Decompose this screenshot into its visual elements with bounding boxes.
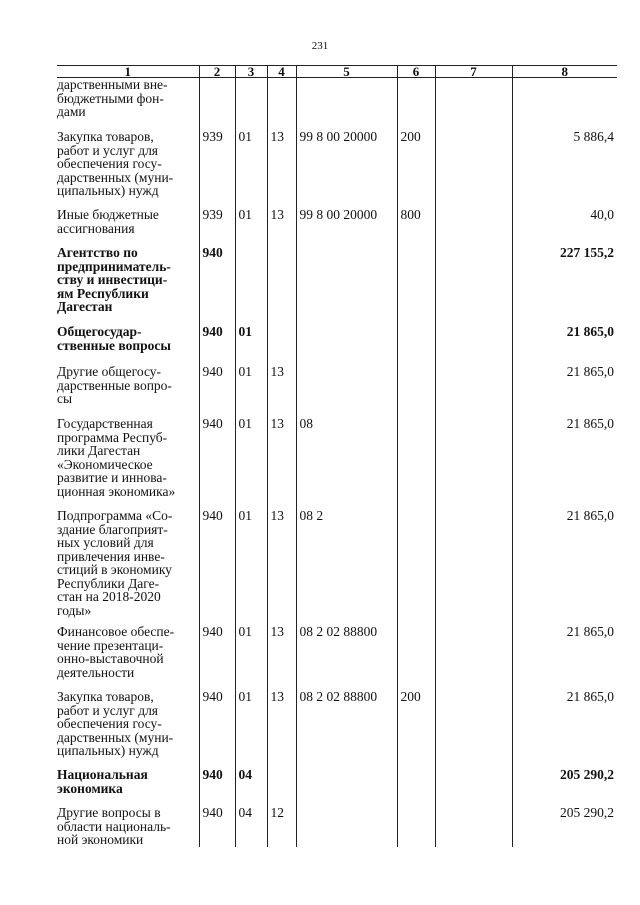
subsection-code: 13 — [267, 509, 296, 625]
table-header-row — [57, 66, 617, 78]
amount: 205 290,2 — [512, 806, 617, 847]
budget-table — [57, 65, 617, 847]
table-row — [57, 690, 617, 768]
table-row — [57, 325, 617, 365]
section-code: 01 — [235, 325, 267, 365]
table-row — [57, 509, 617, 625]
table-row — [57, 365, 617, 417]
section-code: 01 — [235, 509, 267, 625]
table-row — [57, 78, 617, 131]
column-7-value — [435, 365, 512, 417]
ministry-code — [199, 78, 235, 131]
amount: 21 865,0 — [512, 625, 617, 690]
row-description-text: Закупка товаров, работ и услуг для обеспечения госу- дарственных (муни- ципальных) нужд — [57, 129, 174, 198]
column-7-value — [435, 417, 512, 509]
section-code: 04 — [235, 806, 267, 847]
column-7-value — [435, 509, 512, 625]
amount: 21 865,0 — [512, 365, 617, 417]
subsection-code: 13 — [267, 365, 296, 417]
expense-type-code: 200 — [397, 130, 435, 208]
row-description — [57, 690, 199, 768]
column-header: 8 — [512, 66, 617, 78]
ministry-code: 939 — [199, 208, 235, 246]
row-description-text: Финансовое обеспе- чение презентаци- онно-выставочной деятельности — [57, 624, 175, 680]
column-7-value — [435, 246, 512, 325]
row-description-text: Закупка товаров, работ и услуг для обеспечения госу- дарственных (муни- ципальных) нужд — [57, 689, 174, 758]
column-header: 6 — [397, 66, 435, 78]
target-article-code: 99 8 00 20000 — [296, 130, 397, 208]
target-article-code: 08 — [296, 417, 397, 509]
page-number: 231 — [311, 40, 329, 52]
row-description — [57, 246, 199, 325]
target-article-code — [296, 78, 397, 131]
row-description — [57, 806, 199, 847]
section-code: 01 — [235, 417, 267, 509]
row-description — [57, 625, 199, 690]
section-code: 01 — [235, 625, 267, 690]
column-7-value — [435, 806, 512, 847]
row-description — [57, 325, 199, 365]
ministry-code: 940 — [199, 246, 235, 325]
target-article-code — [296, 325, 397, 365]
row-description — [57, 417, 199, 509]
expense-type-code — [397, 806, 435, 847]
row-description — [57, 509, 199, 625]
table-row — [57, 806, 617, 847]
expense-type-code: 200 — [397, 690, 435, 768]
row-description — [57, 78, 199, 131]
amount: 227 155,2 — [512, 246, 617, 325]
column-header: 4 — [267, 66, 296, 78]
amount: 205 290,2 — [512, 768, 617, 806]
column-7-value — [435, 78, 512, 131]
table-row — [57, 208, 617, 246]
table-row — [57, 625, 617, 690]
row-description-text: Государственная программа Респуб- лики Дагестан «Экономическое развитие и иннова- ционная экономика» — [57, 416, 176, 499]
row-description — [57, 365, 199, 417]
ministry-code: 940 — [199, 325, 235, 365]
row-description-text: Другие общегосу- дарственные вопро- сы — [57, 364, 172, 406]
ministry-code: 939 — [199, 130, 235, 208]
expense-type-code — [397, 246, 435, 325]
section-code: 01 — [235, 130, 267, 208]
section-code — [235, 246, 267, 325]
column-header: 3 — [235, 66, 267, 78]
amount: 21 865,0 — [512, 325, 617, 365]
amount: 21 865,0 — [512, 417, 617, 509]
table-row — [57, 246, 617, 325]
expense-type-code — [397, 768, 435, 806]
row-description-text: Национальная экономика — [57, 767, 148, 796]
row-description — [57, 208, 199, 246]
expense-type-code: 800 — [397, 208, 435, 246]
expense-type-code — [397, 78, 435, 131]
column-7-value — [435, 768, 512, 806]
expense-type-code — [397, 365, 435, 417]
row-description-text: Подпрограмма «Со- здание благоприят- ных условий для привлечения инве- стиций в экономику Республики Даге- стан на 2018-2020 годы» — [57, 508, 173, 618]
row-description — [57, 130, 199, 208]
section-code — [235, 78, 267, 131]
ministry-code: 940 — [199, 768, 235, 806]
row-description-text: дарственными вне- бюджетными фон- дами — [57, 77, 168, 119]
target-article-code — [296, 246, 397, 325]
section-code: 01 — [235, 208, 267, 246]
amount: 21 865,0 — [512, 509, 617, 625]
target-article-code — [296, 365, 397, 417]
row-description-text: Другие вопросы в области националь- ной экономики — [57, 805, 171, 847]
expense-type-code — [397, 417, 435, 509]
subsection-code: 12 — [267, 806, 296, 847]
amount: 21 865,0 — [512, 690, 617, 768]
expense-type-code — [397, 625, 435, 690]
expense-type-code — [397, 509, 435, 625]
subsection-code — [267, 246, 296, 325]
column-7-value — [435, 208, 512, 246]
table-row — [57, 130, 617, 208]
row-description-text: Иные бюджетные ассигнования — [57, 207, 159, 236]
row-description-text: Общегосудар- ственные вопросы — [57, 324, 171, 353]
column-header: 2 — [199, 66, 235, 78]
target-article-code: 08 2 02 88800 — [296, 625, 397, 690]
ministry-code: 940 — [199, 365, 235, 417]
target-article-code: 99 8 00 20000 — [296, 208, 397, 246]
amount: 40,0 — [512, 208, 617, 246]
subsection-code: 13 — [267, 417, 296, 509]
table-row — [57, 768, 617, 806]
row-description — [57, 768, 199, 806]
amount: 5 886,4 — [512, 130, 617, 208]
subsection-code — [267, 768, 296, 806]
column-7-value — [435, 690, 512, 768]
subsection-code — [267, 325, 296, 365]
section-code: 01 — [235, 690, 267, 768]
column-7-value — [435, 625, 512, 690]
subsection-code — [267, 78, 296, 131]
column-header: 7 — [435, 66, 512, 78]
subsection-code: 13 — [267, 208, 296, 246]
ministry-code: 940 — [199, 509, 235, 625]
subsection-code: 13 — [267, 130, 296, 208]
subsection-code: 13 — [267, 690, 296, 768]
target-article-code: 08 2 02 88800 — [296, 690, 397, 768]
ministry-code: 940 — [199, 625, 235, 690]
row-description-text: Агентство по предприниматель- ству и инвестици- ям Республики Дагестан — [57, 245, 171, 314]
column-7-value — [435, 130, 512, 208]
table-row — [57, 417, 617, 509]
expense-type-code — [397, 325, 435, 365]
column-header: 1 — [57, 66, 199, 78]
amount — [512, 78, 617, 131]
target-article-code — [296, 768, 397, 806]
budget-table-container — [57, 65, 617, 847]
ministry-code: 940 — [199, 417, 235, 509]
section-code: 04 — [235, 768, 267, 806]
target-article-code — [296, 806, 397, 847]
ministry-code: 940 — [199, 690, 235, 768]
column-7-value — [435, 325, 512, 365]
section-code: 01 — [235, 365, 267, 417]
column-header: 5 — [296, 66, 397, 78]
subsection-code: 13 — [267, 625, 296, 690]
target-article-code: 08 2 — [296, 509, 397, 625]
ministry-code: 940 — [199, 806, 235, 847]
